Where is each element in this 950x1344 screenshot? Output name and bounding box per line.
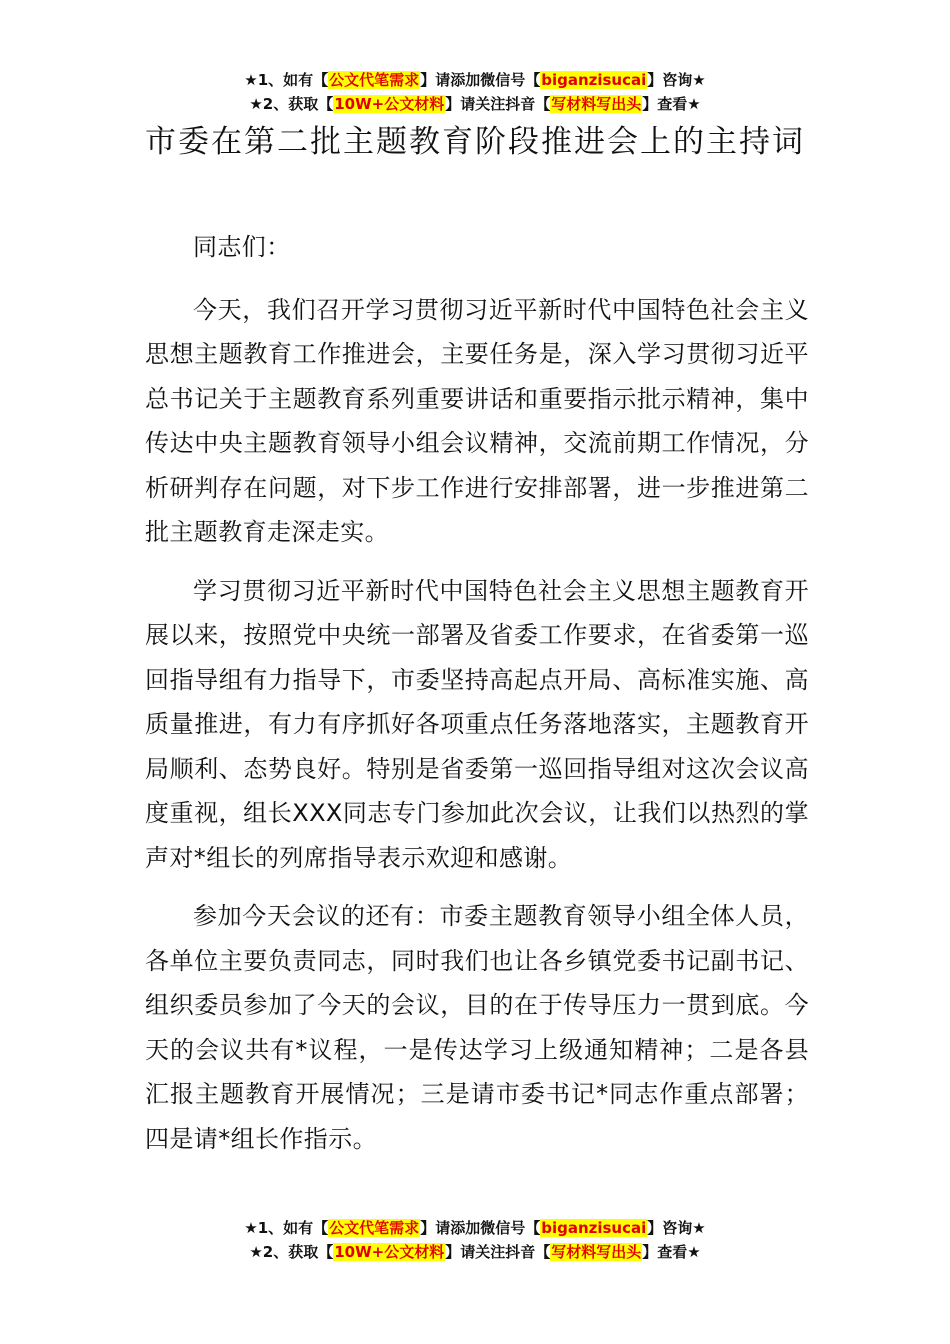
- header-banner: [0, 68, 950, 116]
- document-title: 市委在第二批主题教育阶段推进会上的主持词: [145, 124, 805, 160]
- banner-highlight: 写材料写出头: [551, 1243, 642, 1261]
- banner-line-2: [0, 1240, 950, 1264]
- paragraph: 今天，我们召开学习贯彻习近平新时代中国特色社会主义思想主题教育工作推进会，主要任务是，深入学习贯彻习近平总书记关于主题教育系列重要讲话和重要指示批示精神，集中传达中央主题教育领导小组会议精神，交流前期工作情况，分析研判存在问题，对下步工作进行安排部署，进一步推进第二批主题教育走深走实。: [145, 295, 809, 546]
- paragraph: 学习贯彻习近平新时代中国特色社会主义思想主题教育开展以来，按照党中央统一部署及省委工作要求，在省委第一巡回指导组有力指导下，市委坚持高起点开局、高标准实施、高质量推进，有力有序抓好各项重点任务落地落实，主题教育开局顺利、态势良好。特别是省委第一巡回指导组对这次会议高度重视，组长XXX同志专门参加此次会议，让我们以热烈的掌声对*组长的列席指导表示欢迎和感谢。: [145, 576, 809, 872]
- banner-highlight: biganzisucai: [541, 71, 647, 89]
- footer-banner: [0, 1216, 950, 1264]
- banner-text: 】咨询★: [647, 1219, 706, 1237]
- banner-highlight: 写材料写出头: [551, 95, 642, 113]
- banner-text: 】请关注抖音【: [445, 95, 551, 113]
- banner-text: ★1、如有【: [244, 1219, 329, 1237]
- banner-line-1: [0, 1216, 950, 1240]
- paragraph: 参加今天会议的还有：市委主题教育领导小组全体人员，各单位主要负责同志，同时我们也让各乡镇党委书记副书记、组织委员参加了今天的会议，目的在于传导压力一贯到底。今天的会议共有*议程，一是传达学习上级通知精神；二是各县汇报主题教育开展情况；三是请市委书记*同志作重点部署；四是请*组长作指示。: [145, 902, 809, 1153]
- banner-text: 】咨询★: [647, 71, 706, 89]
- banner-text: 】请添加微信号【: [420, 71, 541, 89]
- banner-text: 】查看★: [642, 95, 701, 113]
- banner-highlight: 公文代笔需求: [329, 71, 420, 89]
- banner-text: 】查看★: [642, 1243, 701, 1261]
- document-body: [145, 225, 809, 1175]
- banner-line-2: [0, 92, 950, 116]
- banner-highlight: 10W+公文材料: [334, 1243, 445, 1261]
- banner-text: ★2、获取【: [249, 1243, 334, 1261]
- banner-text: ★2、获取【: [249, 95, 334, 113]
- greeting: 同志们：: [193, 233, 291, 261]
- banner-line-1: [0, 68, 950, 92]
- banner-highlight: 10W+公文材料: [334, 95, 445, 113]
- banner-highlight: 公文代笔需求: [329, 1219, 420, 1237]
- banner-highlight: biganzisucai: [541, 1219, 647, 1237]
- banner-text: ★1、如有【: [244, 71, 329, 89]
- banner-text: 】请关注抖音【: [445, 1243, 551, 1261]
- banner-text: 】请添加微信号【: [420, 1219, 541, 1237]
